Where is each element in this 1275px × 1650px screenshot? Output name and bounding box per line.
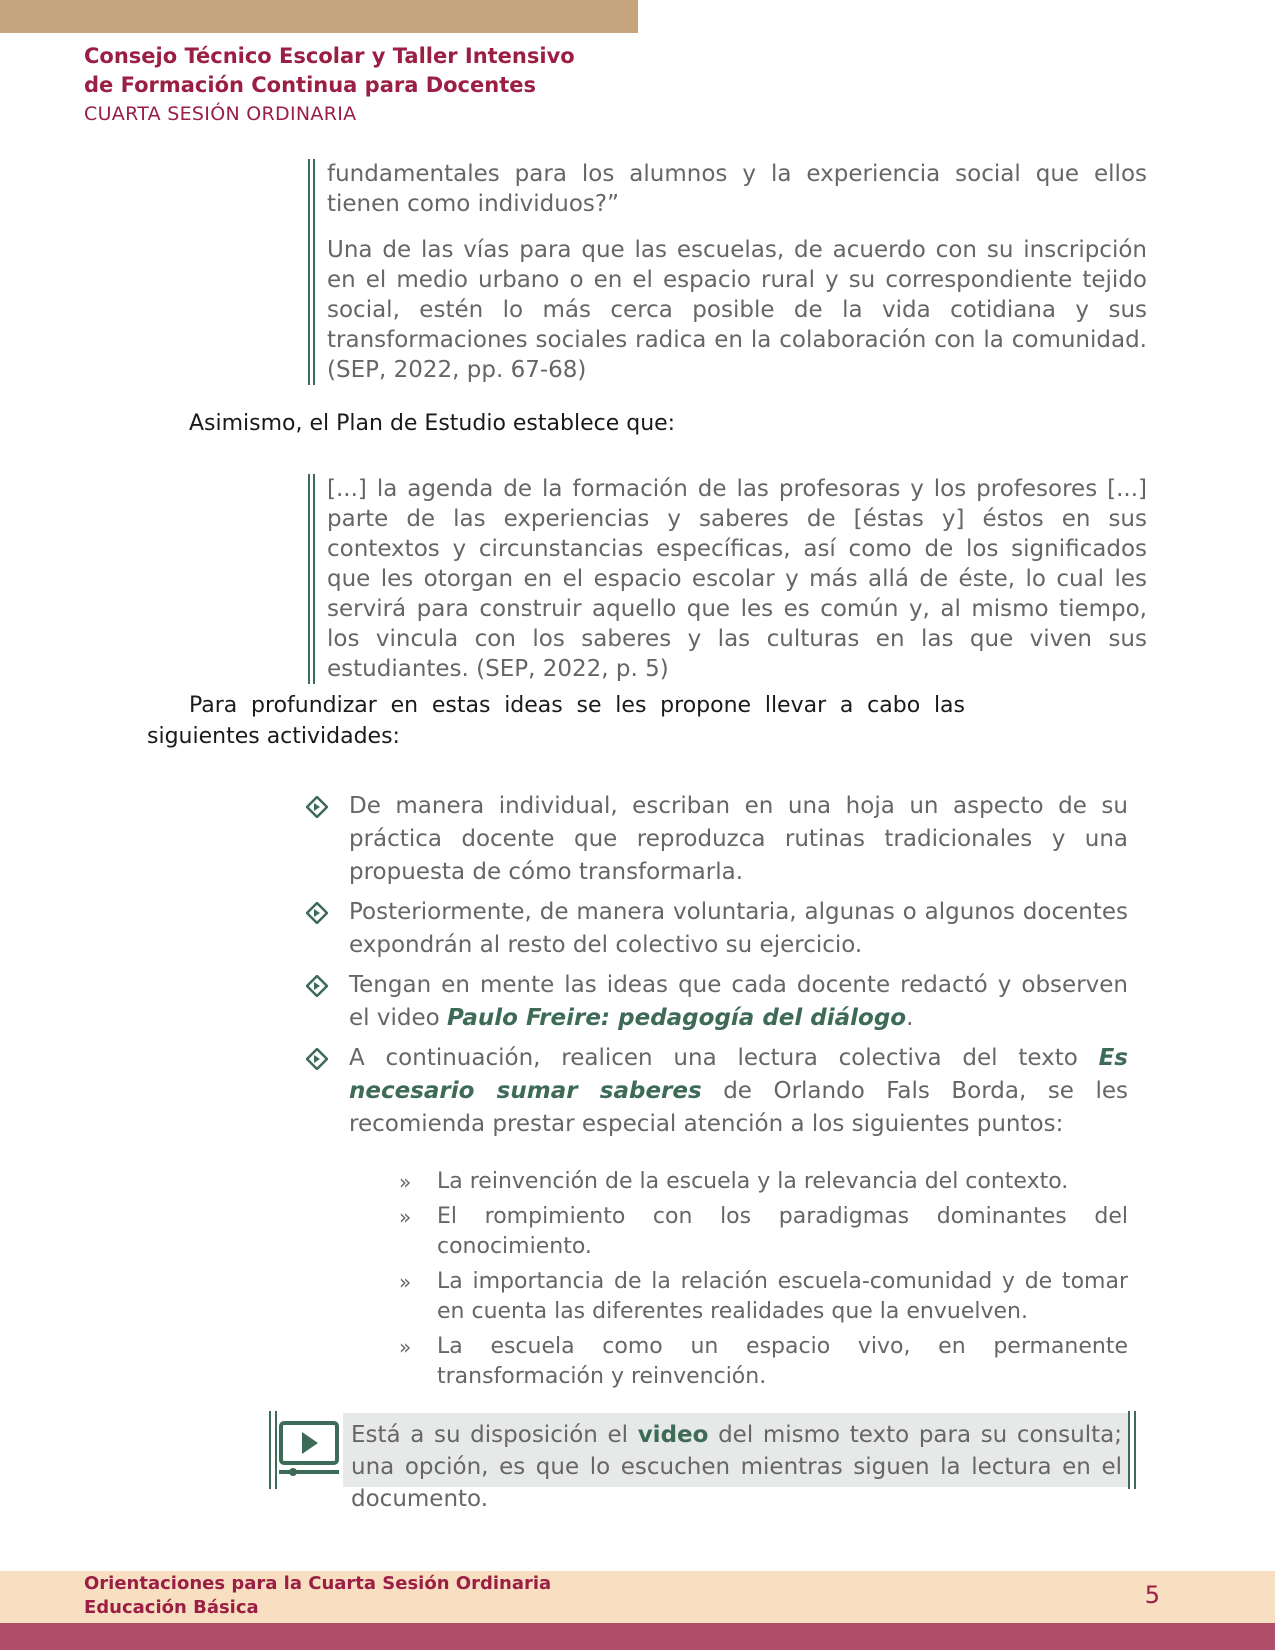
- activity-text-3: Tengan en mente las ideas que cada docente redactó y observen el video: [349, 972, 1128, 1031]
- quote2-paragraph: [...] la agenda de la formación de las profesoras y los profesores [...] parte de las experiencias y saberes de [éstas y] éstos en sus contextos y circunstancias específicas, así como de los significados que les otorgan en el espacio escolar y más allá de éste, lo cual les servirá para construir aquello que les es común y, al mismo tiempo, los vincula con los saberes y las culturas en las que viven sus estudiantes. (SEP, 2022, p. 5): [327, 476, 1147, 682]
- header-accent-bar: [0, 0, 638, 33]
- note-right-border: [1128, 1411, 1136, 1489]
- note-left-border: [269, 1411, 277, 1489]
- text-link-sumar-saberes[interactable]: Es necesario sumar saberes: [349, 1045, 1128, 1104]
- header-title-line2: de Formación Continua para Docentes: [84, 73, 536, 97]
- video-play-icon[interactable]: [277, 1419, 341, 1481]
- list-item: [395, 1202, 1128, 1262]
- list-item: [306, 896, 1128, 962]
- footer-accent-bar: [0, 1623, 1275, 1650]
- header-session-label: CUARTA SESIÓN ORDINARIA: [84, 103, 357, 125]
- list-item: [306, 1042, 1128, 1141]
- activity-text-4-end: de Orlando Fals Borda, se les recomienda prestar especial atención a los siguientes puntos:: [349, 1078, 1128, 1137]
- block-quote-2: [308, 474, 1147, 684]
- reading-point-3: La importancia de la relación escuela-comunidad y de tomar en cuenta las diferentes realidades que la envuelven.: [437, 1269, 1128, 1324]
- activities-list: [306, 790, 1128, 1148]
- reading-points-list: [395, 1167, 1128, 1397]
- quote1-paragraph2: Una de las vías para que las escuelas, de acuerdo con su inscripción en el medio urbano o en el espacio rural y su correspondiente tejido social, estén lo más cerca posible de la vida cotidiana y sus transformaciones sociales radica en la colaboración con la comunidad. (SEP, 2022, pp. 67-68): [327, 237, 1147, 383]
- page-footer: [0, 1571, 1275, 1623]
- page-number: 5: [1144, 1581, 1160, 1609]
- quote1-paragraph1: fundamentales para los alumnos y la experiencia social que ellos tienen como individuos?”: [327, 161, 1147, 217]
- footer-subtitle: Educación Básica: [84, 1597, 259, 1618]
- note-text: [343, 1413, 1130, 1512]
- intro-paragraph: Asimismo, el Plan de Estudio establece que:: [189, 411, 676, 436]
- video-link[interactable]: video: [637, 1422, 709, 1448]
- list-item: [395, 1267, 1128, 1327]
- activity-text-3-end: .: [906, 1005, 914, 1031]
- list-item: [395, 1332, 1128, 1392]
- list-item: [306, 790, 1128, 889]
- chevron-double-icon: »: [399, 1270, 412, 1294]
- reading-point-2: El rompimiento con los paradigmas dominantes del conocimiento.: [437, 1204, 1128, 1259]
- header-title-line1: Consejo Técnico Escolar y Taller Intensivo: [84, 44, 575, 68]
- chevron-double-icon: »: [399, 1170, 412, 1194]
- reading-point-1: La reinvención de la escuela y la relevancia del contexto.: [437, 1169, 1069, 1194]
- video-link-paulo-freire[interactable]: Paulo Freire: pedagogía del diálogo: [447, 1005, 907, 1031]
- video-note-box: [269, 1411, 1136, 1512]
- chevron-double-icon: »: [399, 1205, 412, 1229]
- document-header: [84, 42, 575, 129]
- diamond-arrow-icon: [306, 796, 328, 818]
- activities-intro-line1: Para profundizar en estas ideas se les propone llevar a cabo las: [189, 693, 965, 718]
- note-text-start: Está a su disposición el: [351, 1422, 638, 1448]
- diamond-arrow-icon: [306, 902, 328, 924]
- chevron-double-icon: »: [399, 1335, 412, 1359]
- list-item: [306, 969, 1128, 1035]
- footer-title: Orientaciones para la Cuarta Sesión Ordinaria: [84, 1573, 552, 1594]
- note-text-end: del mismo texto para su consulta; una opción, es que lo escuchen mientras siguen la lectura en el documento.: [351, 1422, 1122, 1512]
- block-quote-1: [308, 159, 1147, 385]
- diamond-arrow-icon: [306, 1048, 328, 1070]
- activity-text-2: Posteriormente, de manera voluntaria, algunas o algunos docentes expondrán al resto del colectivo su ejercicio.: [349, 899, 1128, 958]
- diamond-arrow-icon: [306, 975, 328, 997]
- reading-point-4: La escuela como un espacio vivo, en permanente transformación y reinvención.: [437, 1334, 1128, 1389]
- activity-text-1: De manera individual, escriban en una hoja un aspecto de su práctica docente que reproduzca rutinas tradicionales y una propuesta de cómo transformarla.: [349, 793, 1128, 885]
- activity-text-4: A continuación, realicen una lectura colectiva del texto: [349, 1045, 1099, 1071]
- list-item: [395, 1167, 1128, 1197]
- activities-intro-line2: siguientes actividades:: [147, 724, 400, 749]
